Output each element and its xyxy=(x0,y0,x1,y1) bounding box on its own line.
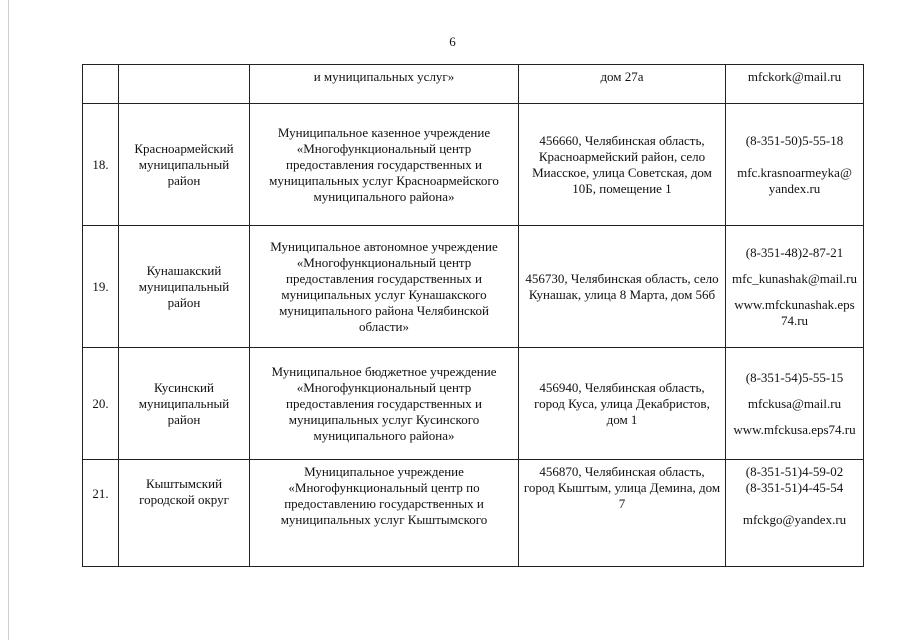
institution-cell: Муниципальное автономное учреждение «Многофункциональный центр предоставления государственных и муниципальных услуг Кунашакского муниципального района Челябинской области» xyxy=(250,226,519,348)
email-text: mfc.krasnoarmeyka@ yandex.ru xyxy=(737,164,852,196)
contacts-cell xyxy=(726,226,864,348)
institution-cell: Муниципальное учреждение «Многофункциональный центр по предоставлению государственных и муниципальных услуг Кыштымского xyxy=(250,460,519,567)
email-text: mfckusa@mail.ru xyxy=(747,395,842,411)
table-row-continued xyxy=(83,65,864,104)
row-number-cell: 18. xyxy=(83,104,119,226)
phone-text: (8-351-48)2-87-21 xyxy=(745,244,844,260)
contacts-cell xyxy=(726,65,864,104)
phone-text: (8-351-51)4-45-54 xyxy=(745,480,844,495)
mfc-registry-table xyxy=(82,64,864,567)
table-row xyxy=(83,460,864,567)
address-cell: 456870, Челябинская область, город Кыштым, улица Демина, дом 7 xyxy=(519,460,726,567)
table-row xyxy=(83,226,864,348)
row-number-cell: 21. xyxy=(83,460,119,567)
district-name-cell: Красноармейский муниципальный район xyxy=(119,104,250,226)
table-row xyxy=(83,348,864,460)
row-number-cell: 19. xyxy=(83,226,119,348)
table-row xyxy=(83,104,864,226)
district-name-cell: Кусинский муниципальный район xyxy=(119,348,250,460)
row-number-cell xyxy=(83,65,119,104)
institution-cell: и муниципальных услуг» xyxy=(250,65,519,104)
address-cell: 456660, Челябинская область, Красноармейский район, село Миасское, улица Советская, дом 10Б, помещение 1 xyxy=(519,104,726,226)
district-name-cell: Кунашакский муниципальный район xyxy=(119,226,250,348)
website-text: www.mfckusa.eps74.ru xyxy=(733,421,856,437)
email-text: mfc_kunashak@mail.ru xyxy=(732,270,857,286)
phone-text: (8-351-51)4-59-02 xyxy=(745,464,844,479)
row-number-cell: 20. xyxy=(83,348,119,460)
institution-cell: Муниципальное бюджетное учреждение «Многофункциональный центр предоставления государственных и муниципальных услуг Кусинского муниципального района» xyxy=(250,348,519,460)
email-text: mfckgo@yandex.ru xyxy=(742,512,847,527)
address-cell: дом 27а xyxy=(519,65,726,104)
phone-text: (8-351-50)5-55-18 xyxy=(745,132,844,148)
contacts-cell xyxy=(726,348,864,460)
page-left-rule xyxy=(8,0,9,640)
contacts-cell xyxy=(726,460,864,567)
contacts-cell xyxy=(726,104,864,226)
website-text: www.mfckunashak.eps 74.ru xyxy=(734,296,855,328)
email-text: mfckork@mail.ru xyxy=(747,69,842,84)
phone-text: (8-351-54)5-55-15 xyxy=(745,369,844,385)
page-number: 6 xyxy=(449,34,456,49)
address-cell: 456940, Челябинская область, город Куса, улица Декабристов, дом 1 xyxy=(519,348,726,460)
district-name-cell: Кыштымский городской округ xyxy=(119,460,250,567)
district-name-cell xyxy=(119,65,250,104)
address-cell: 456730, Челябинская область, село Кунашак, улица 8 Марта, дом 56б xyxy=(519,226,726,348)
institution-cell: Муниципальное казенное учреждение «Многофункциональный центр предоставления государственных и муниципальных услуг Красноармейского муниципального района» xyxy=(250,104,519,226)
